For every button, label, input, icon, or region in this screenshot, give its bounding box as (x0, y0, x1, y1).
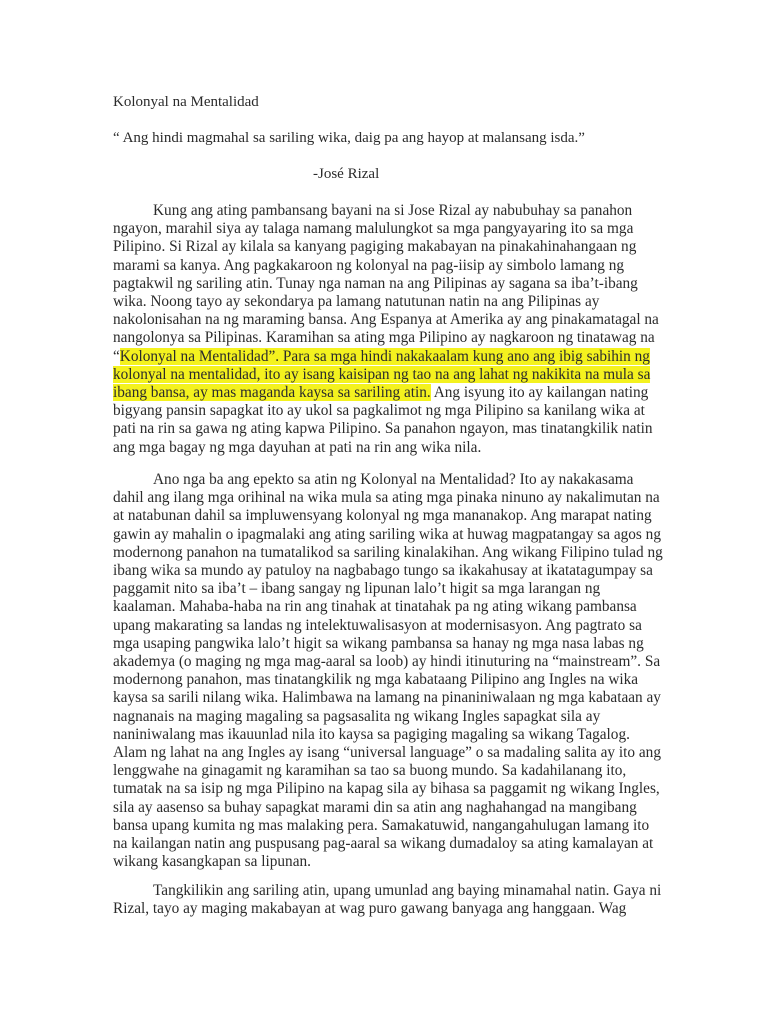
text-line: “Kolonyal na Mentalidad”. Para sa mga hindi nakakaalam kung ano ang ibig sabihin ng (113, 347, 650, 365)
epigraph-quote: “ Ang hindi magmahal sa sariling wika, daig pa ang hayop at malansang isda.” (113, 130, 585, 146)
text-line: paggamit nito sa iba’t – ibang sangay ng lipunan lalo’t higit sa mga larangan ng (113, 580, 601, 598)
text-line: nangolonya sa Pilipinas. Karamihan sa ating mga Pilipino ay nagkaroon ng tinatawag na (113, 329, 655, 347)
highlighted-text: kolonyal na mentalidad, ito ay isang kaisipan ng tao na ang lahat ng nakikita na mula sa (113, 365, 651, 383)
text-line: nagnanais na maging magaling sa pagsasalita ng wikang Ingles sapagkat sila ay (113, 707, 601, 725)
text-line: ngayon, marahil siya ay talaga namang malulungkot sa mga pangyayaring ito sa mga (113, 220, 634, 238)
text-line: tumatak na sa isip ng mga Pilipino na kapag sila ay bihasa sa paggamit ng wikang Ingles, (113, 780, 660, 798)
text-line: bigyang pansin sapagkat ito ay ukol sa pagkalimot ng mga Pilipino sa kanilang wika at (113, 402, 645, 420)
text-line: pagtakwil ng sariling atin. Tunay nga naman na ang Pilipinas ay sagana sa iba’t-ibang (113, 274, 638, 292)
highlighted-text: Kolonyal na Mentalidad”. Para sa mga hindi nakakaalam kung ano ang ibig sabihin ng (119, 347, 650, 365)
text-line: modernong panahon na tumatalikod sa sariling kinalakihan. Ang wikang Filipino tulad ng (113, 543, 663, 561)
paragraph-3 (113, 882, 662, 918)
text-line: ang mga bagay ng mga dayuhan at pati na rin ang wika nila. (113, 438, 482, 456)
text-line: bansa upang kumita ng mas malaking pera. Samakatuwid, nangangahulugan lamang ito (113, 816, 650, 834)
text-line: na kailangan natin ang puspusang pag-aaral sa wikang dumadaloy sa ating kamalayan at (113, 835, 654, 853)
text-line: ibang wika sa mundo ay patuloy na nagbabago tungo sa ikakahusay at ikatatagumpay sa (113, 562, 653, 580)
text-line: naniniwalang mas ikauunlad nila ito kaysa sa pagiging magaling sa wikang Tagalog. (113, 725, 630, 743)
text-line: wika. Noong tayo ay sekondarya pa lamang natutunan natin na ang Pilipinas ay (113, 293, 600, 311)
text-line: at natabunan dahil sa impluwensyang kolonyal ng mga mananakop. Ang marapat nating (113, 507, 652, 525)
text-line: sila ay aasenso sa buhay sapagkat marami din sa atin ang naghahangad na mangibang (113, 798, 637, 816)
text-line: modernong panahon, mas tinatangkilik ng mga kabataang Pilipino ang Ingles na wika (113, 671, 639, 689)
text-line: lenggwahe na ginagamit ng karamihan sa tao sa buong mundo. Sa kadahilanang ito, (113, 762, 627, 780)
text-line: marami sa kanya. Ang pagkakaroon ng kolonyal na pag-iisip ay simbolo lamang ng (113, 256, 625, 274)
text-line: dahil ang ilang mga orihinal na wika mula sa ating mga pinaka ninuno ay nakalimutan na (113, 489, 660, 507)
text-line: mga usaping pangwika lalo’t higit sa wikang pambansa sa hanay ng mga nasa labas ng (113, 634, 644, 652)
text-line: pati na rin sa gawa ng ating kapwa Pilipino. Sa panahon ngayon, mas tinatangkilik natin (113, 420, 653, 438)
text-line: Rizal, tayo ay maging makabayan at wag puro gawang banyaga ang hanggaan. Wag (113, 900, 627, 918)
quote-attribution: -José Rizal (313, 166, 380, 182)
text-line: akademya (o maging ng mga mag-aaral sa loob) ay hindi itinuturing na “mainstream”. Sa (113, 653, 661, 671)
text-line: kaalaman. Mahaba-haba na rin ang tinahak at tinatahak pa ng ating wikang pambansa (113, 598, 637, 616)
text-line: Alam ng lahat na ang Ingles ay isang “universal language” o sa madaling salita ay ito ang (113, 744, 661, 762)
highlighted-text: ibang bansa, ay mas maganda kaysa sa sariling atin. (113, 384, 431, 402)
text-line (113, 366, 653, 384)
text-line: Ano nga ba ang epekto sa atin ng Kolonyal na Mentalidad? Ito ay nakakasama (153, 471, 634, 488)
paragraph-2 (113, 471, 663, 871)
text-line: nakolonisahan na ng maraming bansa. Ang Espanya at Amerika ay ang pinakamatagal na (113, 311, 659, 329)
paragraph-1 (113, 202, 659, 457)
text-line: gawin ay mahalin o ipagmalaki ang ating sariling wika at huwag magpatangay sa agos ng (113, 525, 661, 543)
text-line: Kung ang ating pambansang bayani na si Jose Rizal ay nabubuhay sa panahon (153, 202, 633, 219)
document-title: Kolonyal na Mentalidad (113, 94, 259, 110)
text-line: upang makarating sa landas ng intelektuwalisasyon at modernisasyon. Ang pagtrato sa (113, 616, 642, 634)
text-line: ibang bansa, ay mas maganda kaysa sa sariling atin. Ang isyung ito ay kailangan nating (113, 384, 649, 402)
text-line: kaysa sa sarili nilang wika. Halimbawa na lamang na pinaniniwalaan ng mga kabataan ay (113, 689, 661, 707)
text-line: Tangkilikin ang sariling atin, upang umunlad ang baying minamahal natin. Gaya ni (153, 882, 662, 899)
text-line: Pilipino. Si Rizal ay kilala sa kanyang pagiging makabayan na pinakahinahangaan ng (113, 238, 637, 256)
text-line: wikang kasangkapan sa lipunan. (113, 853, 311, 871)
